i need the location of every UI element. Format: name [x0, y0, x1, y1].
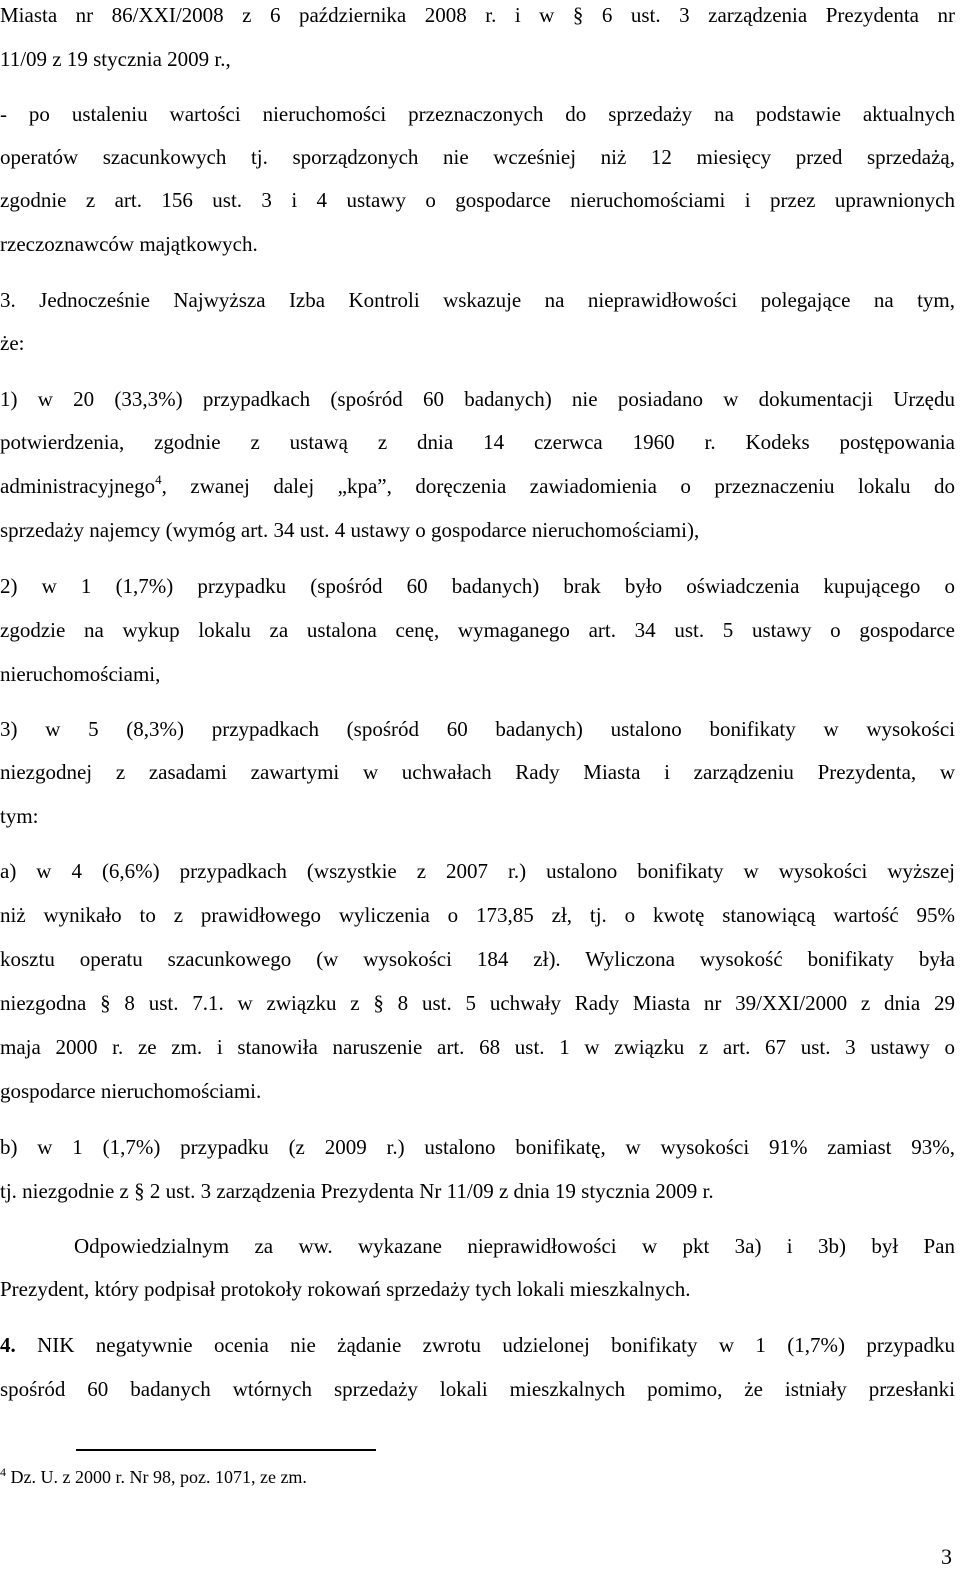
text-line-with-number	[0, 1332, 955, 1358]
text-segment: administracyjnego	[0, 474, 156, 498]
footnote-text: Dz. U. z 2000 r. Nr 98, poz. 1071, ze zm.	[6, 1467, 307, 1487]
text-line: 11/09 z 19 stycznia 2009 r.,	[0, 47, 231, 71]
text-line: gospodarce nieruchomościami.	[0, 1079, 262, 1103]
text-line: kosztu operatu szacunkowego (w wysokości 184 zł). Wyliczona wysokość bonifikaty była	[0, 947, 955, 971]
text-line: rzeczoznawców majątkowych.	[0, 232, 258, 256]
text-line: Odpowiedzialnym za ww. wykazane nieprawidłowości w pkt 3a) i 3b) był Pan	[74, 1234, 955, 1258]
footnote-reference: 4	[155, 472, 162, 487]
text-line: Miasta nr 86/XXI/2008 z 6 października 2008 r. i w § 6 ust. 3 zarządzenia Prezydenta nr	[0, 3, 955, 27]
footnote-marker: 4	[0, 1465, 6, 1479]
text-line: spośród 60 badanych wtórnych sprzedaży lokali mieszkalnych pomimo, że istniały przesłanki	[0, 1377, 955, 1401]
text-line: Prezydent, który podpisał protokoły rokowań sprzedaży tych lokali mieszkalnych.	[0, 1277, 691, 1301]
text-line: niezgodna § 8 ust. 7.1. w związku z § 8 ust. 5 uchwały Rady Miasta nr 39/XXI/2000 z dnia 29	[0, 991, 955, 1015]
section-number: 4.	[0, 1333, 16, 1357]
text-line: 2) w 1 (1,7%) przypadku (spośród 60 badanych) brak było oświadczenia kupującego o	[0, 574, 955, 598]
text-line: tym:	[0, 804, 39, 828]
text-line: maja 2000 r. ze zm. i stanowiła naruszenie art. 68 ust. 1 w związku z art. 67 ust. 3 ustawy o	[0, 1035, 955, 1059]
footnote	[0, 1466, 307, 1488]
text-line: niezgodnej z zasadami zawartymi w uchwałach Rady Miasta i zarządzeniu Prezydenta, w	[0, 760, 955, 784]
text-line: nieruchomościami,	[0, 662, 161, 686]
text-line: - po ustaleniu wartości nieruchomości przeznaczonych do sprzedaży na podstawie aktualnych	[0, 102, 955, 126]
page-number: 3	[941, 1544, 952, 1569]
text-line: operatów szacunkowych tj. sporządzonych nie wcześniej niż 12 miesięcy przed sprzedażą,	[0, 145, 955, 169]
text-line: b) w 1 (1,7%) przypadku (z 2009 r.) ustalono bonifikatę, w wysokości 91% zamiast 93%,	[0, 1135, 955, 1159]
text-line-with-footnote	[0, 473, 955, 499]
text-line: a) w 4 (6,6%) przypadkach (wszystkie z 2007 r.) ustalono bonifikaty w wysokości wyższej	[0, 859, 955, 883]
text-segment: , zwanej dalej „kpa”, doręczenia zawiadomienia o przeznaczeniu lokalu do	[161, 474, 955, 498]
text-segment: NIK negatywnie ocenia nie żądanie zwrotu udzielonej bonifikaty w 1 (1,7%) przypadku	[15, 1333, 955, 1357]
text-line: zgodnie z art. 156 ust. 3 i 4 ustawy o gospodarce nieruchomościami i przez uprawnionych	[0, 188, 955, 212]
footnote-separator	[76, 1449, 376, 1451]
text-line: 3. Jednocześnie Najwyższa Izba Kontroli wskazuje na nieprawidłowości polegające na tym,	[0, 288, 955, 312]
text-line: sprzedaży najemcy (wymóg art. 34 ust. 4 ustawy o gospodarce nieruchomościami),	[0, 518, 700, 542]
text-line: potwierdzenia, zgodnie z ustawą z dnia 14 czerwca 1960 r. Kodeks postępowania	[0, 430, 955, 454]
text-line: niż wynikało to z prawidłowego wyliczenia o 173,85 zł, tj. o kwotę stanowiącą wartość 95%	[0, 903, 955, 927]
text-line: że:	[0, 331, 25, 355]
text-line: 3) w 5 (8,3%) przypadkach (spośród 60 badanych) ustalono bonifikaty w wysokości	[0, 717, 955, 741]
text-line: 1) w 20 (33,3%) przypadkach (spośród 60 badanych) nie posiadano w dokumentacji Urzędu	[0, 387, 955, 411]
text-line: zgodzie na wykup lokalu za ustalona cenę, wymaganego art. 34 ust. 5 ustawy o gospodarce	[0, 618, 955, 642]
text-line: tj. niezgodnie z § 2 ust. 3 zarządzenia Prezydenta Nr 11/09 z dnia 19 stycznia 2009 r.	[0, 1179, 714, 1203]
